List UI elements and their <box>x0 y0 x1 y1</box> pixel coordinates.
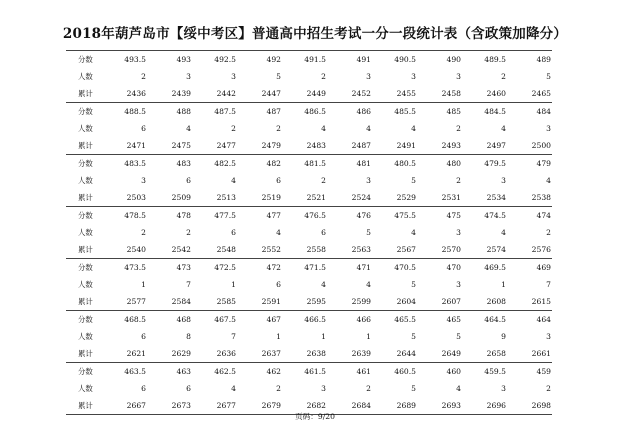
row-label: 累计 <box>78 245 93 254</box>
table-cell: 481 <box>356 159 371 168</box>
table-cell: 5 <box>456 332 461 341</box>
table-cell: 2542 <box>171 245 191 254</box>
table-cell: 2 <box>501 72 506 81</box>
table-cell: 471.5 <box>304 263 326 272</box>
table-cell: 2693 <box>441 401 461 410</box>
table-cell: 483 <box>176 159 191 168</box>
table-cell: 477 <box>266 211 281 220</box>
table-cell: 2584 <box>171 297 191 306</box>
table-cell: 472 <box>266 263 281 272</box>
table-cell: 2524 <box>351 193 371 202</box>
table-cell: 4 <box>411 124 416 133</box>
score-row <box>66 259 552 276</box>
table-cell: 2442 <box>216 89 236 98</box>
table-cell: 467.5 <box>214 315 236 324</box>
table-cell: 482 <box>266 159 281 168</box>
table-cell: 2509 <box>171 193 191 202</box>
table-cell: 2483 <box>306 141 326 150</box>
table-cell: 2667 <box>126 401 146 410</box>
table-cell: 8 <box>186 332 191 341</box>
table-cell: 2458 <box>441 89 461 98</box>
table-cell: 468 <box>176 315 191 324</box>
table-cell: 2607 <box>441 297 461 306</box>
table-cell: 2689 <box>396 401 416 410</box>
score-row <box>66 207 552 224</box>
table-cell: 476.5 <box>304 211 326 220</box>
table-cell: 2471 <box>126 141 146 150</box>
count-row <box>66 276 552 293</box>
table-cell: 2 <box>456 124 461 133</box>
table-cell: 2534 <box>486 193 506 202</box>
table-cell: 467 <box>266 315 281 324</box>
table-cell: 491.5 <box>304 55 326 64</box>
table-cell: 2577 <box>126 297 146 306</box>
table-cell: 2599 <box>351 297 371 306</box>
table-cell: 486.5 <box>304 107 326 116</box>
table-cell: 2500 <box>531 141 551 150</box>
table-block <box>66 206 552 258</box>
table-cell: 468.5 <box>124 315 146 324</box>
table-cell: 476 <box>356 211 371 220</box>
table-cell: 5 <box>411 176 416 185</box>
table-cell: 487 <box>266 107 281 116</box>
row-label: 累计 <box>78 349 93 358</box>
table-cell: 2644 <box>396 349 416 358</box>
table-cell: 2477 <box>216 141 236 150</box>
table-cell: 5 <box>366 228 371 237</box>
table-cell: 485.5 <box>394 107 416 116</box>
table-cell: 3 <box>501 176 506 185</box>
table-cell: 2531 <box>441 193 461 202</box>
table-cell: 2677 <box>216 401 236 410</box>
table-cell: 2629 <box>171 349 191 358</box>
table-cell: 4 <box>456 384 461 393</box>
table-cell: 491 <box>356 55 371 64</box>
table-cell: 2608 <box>486 297 506 306</box>
count-row <box>66 328 552 345</box>
row-label: 人数 <box>78 332 93 341</box>
table-cell: 9 <box>501 332 506 341</box>
table-cell: 2585 <box>216 297 236 306</box>
table-cell: 2521 <box>306 193 326 202</box>
table-cell: 2497 <box>486 141 506 150</box>
table-cell: 473 <box>176 263 191 272</box>
table-cell: 2684 <box>351 401 371 410</box>
row-label: 累计 <box>78 401 93 410</box>
table-cell: 3 <box>456 228 461 237</box>
table-cell: 478 <box>176 211 191 220</box>
table-cell: 5 <box>411 332 416 341</box>
table-cell: 488 <box>176 107 191 116</box>
table-cell: 3 <box>501 384 506 393</box>
table-cell: 2 <box>141 72 146 81</box>
page-title: 2018年葫芦岛市【绥中考区】普通高中招生考试一分一段统计表（含政策加降分） <box>62 26 568 42</box>
table-cell: 2436 <box>126 89 146 98</box>
table-cell: 481.5 <box>304 159 326 168</box>
table-cell: 6 <box>186 384 191 393</box>
table-cell: 2 <box>546 384 551 393</box>
table-cell: 5 <box>411 280 416 289</box>
score-distribution-table <box>66 50 552 415</box>
table-cell: 6 <box>141 384 146 393</box>
row-label: 分数 <box>78 107 93 116</box>
table-cell: 473.5 <box>124 263 146 272</box>
cumulative-row <box>66 293 552 310</box>
score-row <box>66 155 552 172</box>
table-cell: 475.5 <box>394 211 416 220</box>
table-cell: 3 <box>456 280 461 289</box>
table-cell: 474.5 <box>484 211 506 220</box>
table-cell: 2698 <box>531 401 551 410</box>
table-cell: 484 <box>536 107 551 116</box>
table-block <box>66 362 552 415</box>
table-cell: 2649 <box>441 349 461 358</box>
table-cell: 3 <box>366 72 371 81</box>
table-cell: 2519 <box>261 193 281 202</box>
table-cell: 461 <box>356 367 371 376</box>
table-block <box>66 258 552 310</box>
table-cell: 3 <box>231 72 236 81</box>
table-cell: 2567 <box>396 245 416 254</box>
table-cell: 6 <box>276 176 281 185</box>
table-cell: 478.5 <box>124 211 146 220</box>
table-cell: 466.5 <box>304 315 326 324</box>
table-cell: 2548 <box>216 245 236 254</box>
table-cell: 2636 <box>216 349 236 358</box>
table-cell: 2638 <box>306 349 326 358</box>
table-cell: 485 <box>446 107 461 116</box>
table-cell: 2 <box>321 72 326 81</box>
table-cell: 6 <box>186 176 191 185</box>
table-cell: 487.5 <box>214 107 236 116</box>
table-cell: 2679 <box>261 401 281 410</box>
table-cell: 2563 <box>351 245 371 254</box>
table-cell: 480 <box>446 159 461 168</box>
table-cell: 463 <box>176 367 191 376</box>
row-label: 人数 <box>78 72 93 81</box>
table-cell: 1 <box>321 332 326 341</box>
score-row <box>66 51 552 68</box>
table-cell: 490 <box>446 55 461 64</box>
table-cell: 6 <box>141 124 146 133</box>
table-cell: 486 <box>356 107 371 116</box>
table-cell: 2513 <box>216 193 236 202</box>
table-cell: 2455 <box>396 89 416 98</box>
table-cell: 475 <box>446 211 461 220</box>
table-cell: 4 <box>231 176 236 185</box>
table-cell: 479.5 <box>484 159 506 168</box>
table-cell: 470 <box>446 263 461 272</box>
table-cell: 489 <box>536 55 551 64</box>
table-cell: 479 <box>536 159 551 168</box>
table-cell: 2637 <box>261 349 281 358</box>
table-cell: 482.5 <box>214 159 236 168</box>
table-cell: 2576 <box>531 245 551 254</box>
table-cell: 471 <box>356 263 371 272</box>
count-row <box>66 380 552 397</box>
table-cell: 474 <box>536 211 551 220</box>
table-cell: 490.5 <box>394 55 416 64</box>
table-cell: 4 <box>321 280 326 289</box>
table-cell: 4 <box>186 124 191 133</box>
table-cell: 462 <box>266 367 281 376</box>
table-block <box>66 102 552 154</box>
row-label: 分数 <box>78 159 93 168</box>
table-cell: 3 <box>321 384 326 393</box>
table-cell: 5 <box>411 384 416 393</box>
table-cell: 4 <box>366 280 371 289</box>
table-cell: 7 <box>231 332 236 341</box>
table-cell: 6 <box>231 228 236 237</box>
table-cell: 2460 <box>486 89 506 98</box>
row-label: 累计 <box>78 141 93 150</box>
table-cell: 3 <box>366 176 371 185</box>
table-cell: 2673 <box>171 401 191 410</box>
table-cell: 492.5 <box>214 55 236 64</box>
table-cell: 4 <box>321 124 326 133</box>
row-label: 分数 <box>78 211 93 220</box>
table-cell: 3 <box>456 72 461 81</box>
table-cell: 488.5 <box>124 107 146 116</box>
cumulative-row <box>66 137 552 154</box>
score-row <box>66 103 552 120</box>
table-cell: 7 <box>546 280 551 289</box>
row-label: 人数 <box>78 280 93 289</box>
row-label: 分数 <box>78 55 93 64</box>
table-cell: 4 <box>411 228 416 237</box>
count-row <box>66 172 552 189</box>
table-cell: 2574 <box>486 245 506 254</box>
table-cell: 2595 <box>306 297 326 306</box>
table-cell: 459 <box>536 367 551 376</box>
table-cell: 465 <box>446 315 461 324</box>
table-cell: 463.5 <box>124 367 146 376</box>
table-cell: 2 <box>276 384 281 393</box>
table-cell: 2439 <box>171 89 191 98</box>
row-label: 分数 <box>78 367 93 376</box>
table-cell: 4 <box>366 124 371 133</box>
row-label: 分数 <box>78 315 93 324</box>
table-cell: 2491 <box>396 141 416 150</box>
table-cell: 2447 <box>261 89 281 98</box>
table-cell: 3 <box>546 332 551 341</box>
table-cell: 2 <box>366 384 371 393</box>
table-cell: 3 <box>186 72 191 81</box>
row-label: 累计 <box>78 193 93 202</box>
table-cell: 2503 <box>126 193 146 202</box>
table-cell: 4 <box>231 384 236 393</box>
table-cell: 4 <box>501 228 506 237</box>
table-cell: 1 <box>276 332 281 341</box>
table-cell: 2540 <box>126 245 146 254</box>
row-label: 累计 <box>78 89 93 98</box>
table-cell: 3 <box>411 72 416 81</box>
table-cell: 2493 <box>441 141 461 150</box>
page-number: 页码：9/20 <box>295 412 335 421</box>
table-cell: 2591 <box>261 297 281 306</box>
table-cell: 489.5 <box>484 55 506 64</box>
table-cell: 2639 <box>351 349 371 358</box>
count-row <box>66 224 552 241</box>
table-cell: 480.5 <box>394 159 416 168</box>
table-cell: 464 <box>536 315 551 324</box>
table-cell: 2529 <box>396 193 416 202</box>
table-cell: 5 <box>546 72 551 81</box>
table-cell: 470.5 <box>394 263 416 272</box>
table-cell: 2487 <box>351 141 371 150</box>
row-label: 累计 <box>78 297 93 306</box>
table-cell: 4 <box>276 228 281 237</box>
table-cell: 460.5 <box>394 367 416 376</box>
table-cell: 2658 <box>486 349 506 358</box>
table-cell: 469.5 <box>484 263 506 272</box>
table-cell: 2 <box>141 228 146 237</box>
table-cell: 1 <box>366 332 371 341</box>
table-cell: 1 <box>501 280 506 289</box>
table-cell: 469 <box>536 263 551 272</box>
table-cell: 2538 <box>531 193 551 202</box>
table-cell: 2 <box>546 228 551 237</box>
table-cell: 492 <box>266 55 281 64</box>
table-cell: 477.5 <box>214 211 236 220</box>
cumulative-row <box>66 345 552 362</box>
table-cell: 465.5 <box>394 315 416 324</box>
table-cell: 2479 <box>261 141 281 150</box>
table-block <box>66 50 552 102</box>
table-block <box>66 310 552 362</box>
table-cell: 2558 <box>306 245 326 254</box>
table-cell: 2621 <box>126 349 146 358</box>
table-cell: 1 <box>141 280 146 289</box>
table-block <box>66 154 552 206</box>
table-cell: 2661 <box>531 349 551 358</box>
table-cell: 2682 <box>306 401 326 410</box>
table-cell: 2 <box>231 124 236 133</box>
table-cell: 2 <box>456 176 461 185</box>
table-cell: 484.5 <box>484 107 506 116</box>
cumulative-row <box>66 189 552 206</box>
table-cell: 4 <box>546 176 551 185</box>
row-label: 人数 <box>78 228 93 237</box>
row-label: 人数 <box>78 384 93 393</box>
row-label: 人数 <box>78 176 93 185</box>
table-cell: 2465 <box>531 89 551 98</box>
table-cell: 461.5 <box>304 367 326 376</box>
table-cell: 2570 <box>441 245 461 254</box>
table-cell: 493.5 <box>124 55 146 64</box>
table-cell: 464.5 <box>484 315 506 324</box>
score-row <box>66 311 552 328</box>
table-cell: 6 <box>321 228 326 237</box>
table-cell: 6 <box>141 332 146 341</box>
cumulative-row <box>66 241 552 258</box>
table-cell: 3 <box>546 124 551 133</box>
table-cell: 3 <box>141 176 146 185</box>
score-row <box>66 363 552 380</box>
table-cell: 2449 <box>306 89 326 98</box>
table-cell: 483.5 <box>124 159 146 168</box>
table-cell: 2615 <box>531 297 551 306</box>
table-cell: 5 <box>276 72 281 81</box>
table-cell: 2696 <box>486 401 506 410</box>
table-cell: 2552 <box>261 245 281 254</box>
table-cell: 472.5 <box>214 263 236 272</box>
table-cell: 2 <box>321 176 326 185</box>
table-cell: 459.5 <box>484 367 506 376</box>
table-cell: 7 <box>186 280 191 289</box>
table-cell: 1 <box>231 280 236 289</box>
table-cell: 4 <box>501 124 506 133</box>
table-cell: 2 <box>186 228 191 237</box>
table-cell: 493 <box>176 55 191 64</box>
count-row <box>66 68 552 85</box>
table-cell: 2604 <box>396 297 416 306</box>
cumulative-row <box>66 85 552 102</box>
table-cell: 462.5 <box>214 367 236 376</box>
table-cell: 2 <box>276 124 281 133</box>
count-row <box>66 120 552 137</box>
table-cell: 466 <box>356 315 371 324</box>
table-cell: 2475 <box>171 141 191 150</box>
row-label: 人数 <box>78 124 93 133</box>
row-label: 分数 <box>78 263 93 272</box>
table-cell: 460 <box>446 367 461 376</box>
table-cell: 2452 <box>351 89 371 98</box>
table-cell: 6 <box>276 280 281 289</box>
